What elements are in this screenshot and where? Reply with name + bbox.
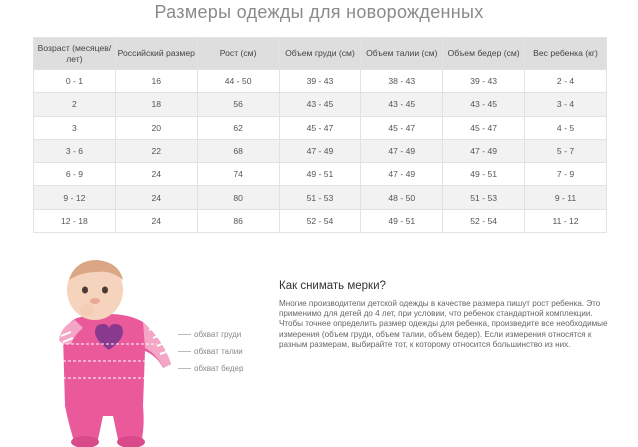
table-cell: 18 — [115, 93, 197, 116]
table-cell: 16 — [115, 70, 197, 93]
table-cell: 4 - 5 — [525, 116, 607, 139]
table-cell: 39 - 43 — [279, 70, 361, 93]
header-russian-size: Российский размер — [115, 38, 197, 70]
table-header-row — [34, 38, 607, 70]
table-cell: 2 — [34, 93, 116, 116]
table-cell: 43 - 45 — [443, 93, 525, 116]
header-height: Рост (см) — [197, 38, 279, 70]
how-to-paragraph: Многие производители детской одежды в качестве размера пишут рост ребенка. Это применимо для детей до 4 лет, при условии, что ребенок стандартной комплекции. — [279, 299, 601, 319]
table-cell: 6 - 9 — [34, 163, 116, 186]
table-cell: 0 - 1 — [34, 70, 116, 93]
table-cell: 45 - 47 — [279, 116, 361, 139]
size-table — [33, 37, 607, 233]
table-cell: 86 — [197, 209, 279, 232]
leader-line — [178, 351, 191, 352]
table-cell: 49 - 51 — [279, 163, 361, 186]
table-row — [34, 116, 607, 139]
hips-label-text: обхват бедер — [194, 364, 244, 373]
table-cell: 39 - 43 — [443, 70, 525, 93]
table-cell: 24 — [115, 186, 197, 209]
baby-illustration — [45, 256, 175, 447]
table-cell: 49 - 51 — [361, 209, 443, 232]
chest-label-text: обхват груди — [194, 330, 242, 339]
table-cell: 9 - 11 — [525, 186, 607, 209]
table-cell: 51 - 53 — [443, 186, 525, 209]
hips-measure-label — [178, 364, 243, 373]
table-row — [34, 70, 607, 93]
table-cell: 20 — [115, 116, 197, 139]
header-age: Возраст (месяцев/лет) — [34, 38, 116, 70]
chest-measure-label — [178, 330, 241, 339]
table-cell: 9 - 12 — [34, 186, 116, 209]
table-row — [34, 186, 607, 209]
table-cell: 24 — [115, 209, 197, 232]
header-waist: Объем талии (см) — [361, 38, 443, 70]
table-cell: 47 - 49 — [279, 139, 361, 162]
how-to-text — [279, 299, 611, 350]
leader-line — [178, 368, 191, 369]
how-to-title: Как снимать мерки? — [279, 280, 386, 292]
table-cell: 45 - 47 — [361, 116, 443, 139]
table-cell: 56 — [197, 93, 279, 116]
table-cell: 44 - 50 — [197, 70, 279, 93]
table-cell: 80 — [197, 186, 279, 209]
waist-label-text: обхват талии — [194, 347, 243, 356]
table-cell: 3 - 6 — [34, 139, 116, 162]
table-cell: 47 - 49 — [361, 139, 443, 162]
table-cell: 3 - 4 — [525, 93, 607, 116]
page-title: Размеры одежды для новорожденных — [154, 2, 484, 22]
table-cell: 7 - 9 — [525, 163, 607, 186]
table-cell: 43 - 45 — [279, 93, 361, 116]
table-cell: 68 — [197, 139, 279, 162]
table-cell: 3 — [34, 116, 116, 139]
table-cell: 43 - 45 — [361, 93, 443, 116]
table-cell: 24 — [115, 163, 197, 186]
table-cell: 51 - 53 — [279, 186, 361, 209]
header-hips: Объем бедер (см) — [443, 38, 525, 70]
table-cell: 45 - 47 — [443, 116, 525, 139]
table-cell: 11 - 12 — [525, 209, 607, 232]
table-row — [34, 209, 607, 232]
header-weight: Вес ребенка (кг) — [525, 38, 607, 70]
table-cell: 52 - 54 — [279, 209, 361, 232]
how-to-paragraph: Чтобы точнее определить размер одежды для ребенка, произведите все необходимые измерения (объем груди, объем талии, объем бедер). Если измерения относятся к разным размерам, выбирайте тот, к которому относится большинство из них. — [279, 319, 608, 349]
table-cell: 48 - 50 — [361, 186, 443, 209]
table-row — [34, 163, 607, 186]
table-cell: 2 - 4 — [525, 70, 607, 93]
table-cell: 47 - 49 — [443, 139, 525, 162]
table-cell: 62 — [197, 116, 279, 139]
waist-measure-label — [178, 347, 243, 356]
table-cell: 74 — [197, 163, 279, 186]
header-chest: Объем груди (см) — [279, 38, 361, 70]
leader-line — [178, 334, 191, 335]
table-cell: 12 - 18 — [34, 209, 116, 232]
table-cell: 38 - 43 — [361, 70, 443, 93]
table-cell: 47 - 49 — [361, 163, 443, 186]
table-cell: 49 - 51 — [443, 163, 525, 186]
table-row — [34, 139, 607, 162]
table-row — [34, 93, 607, 116]
table-cell: 22 — [115, 139, 197, 162]
table-cell: 5 - 7 — [525, 139, 607, 162]
table-cell: 52 - 54 — [443, 209, 525, 232]
